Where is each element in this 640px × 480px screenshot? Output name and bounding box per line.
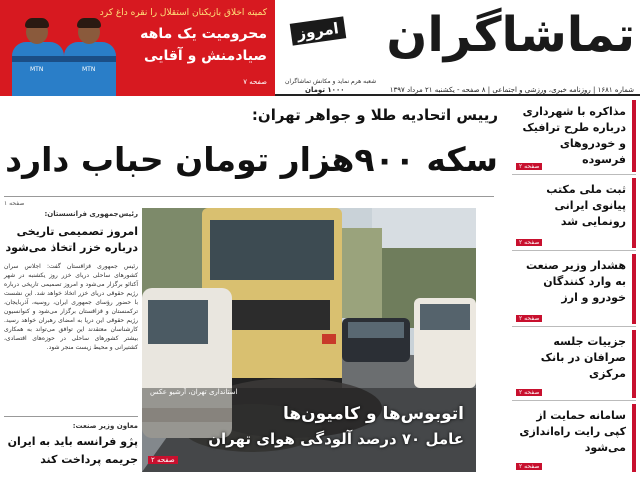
photo-credit: استانداری تهران، آرشیو عکس — [150, 388, 238, 396]
teaser-item[interactable]: هشدار وزیر صنعت به وارد کنندگان خودرو و ارز صفحه ۲ — [512, 254, 636, 324]
teaser-column — [512, 100, 636, 472]
teaser-item[interactable]: سامانه حمایت از کپی رایت راه‌اندازی می‌شود صفحه ۲ — [512, 404, 636, 472]
photo-caption-line1: اتوبوس‌ها و کامیون‌ها — [282, 404, 464, 424]
story-headline[interactable]: پژو فرانسه باید به ایران — [7, 435, 138, 448]
newspaper-motto: شعبه هرم نماید و مکانش تماشاگران — [285, 78, 377, 85]
main-supertitle: رییس اتحادیه طلا و جواهر تهران: — [251, 106, 498, 124]
story-headline-line2[interactable]: درباره خزر اتخاذ می‌شود — [5, 241, 138, 254]
divider — [512, 250, 636, 251]
promo-banner[interactable] — [0, 0, 275, 96]
page-ref: صفحه ۲ — [516, 163, 542, 170]
promo-page-ref: صفحه ۷ — [243, 78, 267, 86]
traffic-photo[interactable] — [142, 208, 476, 472]
divider — [512, 400, 636, 401]
promo-headline-line2: صیادمنش و آقایی — [144, 48, 267, 64]
story-kicker: معاون وزیر صنعت: — [72, 422, 138, 430]
story-body: رئیس جمهوری قزاقستان گفت: اجلاس سران کشورهای ساحلی دریای خزر روز یکشنبه در شهر آکتائو برگزار می‌شود و امروز تصمیمی تاریخی درباره رژیم حقوقی دریای خزر اتخاذ خواهد شد. این نشست با حضور رؤسای جمهوری ایران، روسیه، آذربایجان، ترکمنستان و قزاقستان برگزار می‌شود و کنوانسیون رژیم حقوقی این دریا به امضای رهبران خواهد رسید. کارشناسان معتقدند این توافق می‌تواند به همکاری بیشتر کشورهای ساحلی در حوزه‌های اقتصادی، کشتیرانی و محیط زیست منجر شود. — [4, 263, 138, 351]
teaser-item[interactable]: مذاکره با شهرداری درباره طرح ترافیک و خودروهای فرسوده صفحه ۲ — [512, 100, 636, 172]
divider — [512, 326, 636, 327]
shirt-logo: MTN — [82, 66, 96, 73]
shirt-logo: MTN — [30, 66, 44, 73]
player-photo-left — [8, 16, 68, 96]
newspaper-logo[interactable] — [285, 4, 635, 84]
today-badge: امروز — [290, 16, 346, 45]
story-kicker: رئیس‌جمهوری فرانسستان: — [44, 210, 138, 218]
divider — [4, 196, 494, 197]
page-ref: صفحه ۲ — [516, 463, 542, 470]
divider — [512, 174, 636, 175]
divider — [4, 416, 138, 417]
photo-page-ref: صفحه ۲ — [148, 456, 178, 464]
photo-caption-line2: عامل ۷۰ درصد آلودگی هوای تهران — [208, 430, 464, 448]
story-headline-line2[interactable]: جریمه پرداخت کند — [40, 453, 138, 466]
page-ref: صفحه ۲ — [516, 239, 542, 246]
issue-info: شماره ۱۶۸۱ | روزنامه خبری، ورزشی و اجتماعی | ۸ صفحه - یکشنبه ۲۱ مرداد ۱۳۹۷ — [389, 86, 634, 94]
newspaper-title: تماشاگران — [386, 7, 635, 63]
story-headline[interactable]: امروز تصمیمی تاریخی — [16, 225, 138, 238]
player-photo-right — [60, 16, 120, 96]
page-ref: صفحه ۱ — [4, 200, 25, 207]
teaser-item[interactable]: جزییات جلسه صرافان در بانک مرکزی صفحه ۲ — [512, 330, 636, 398]
main-headline[interactable]: سکه ۹۰۰هزار تومان حباب دارد — [5, 140, 498, 179]
promo-headline-line1: محرومیت یک ماهه — [140, 26, 267, 42]
issue-price: ۱۰۰۰ تومان — [305, 86, 345, 94]
promo-kicker: کمیته اخلاق بازیکنان استقلال را نقره داغ کرد — [99, 8, 267, 18]
masthead — [0, 0, 640, 96]
page-ref: صفحه ۲ — [516, 315, 542, 322]
left-column — [4, 200, 138, 476]
page-ref: صفحه ۲ — [516, 389, 542, 396]
teaser-item[interactable]: ثبت ملی مکتب پیانوی ایرانی رونمایی شد صفحه ۲ — [512, 178, 636, 248]
